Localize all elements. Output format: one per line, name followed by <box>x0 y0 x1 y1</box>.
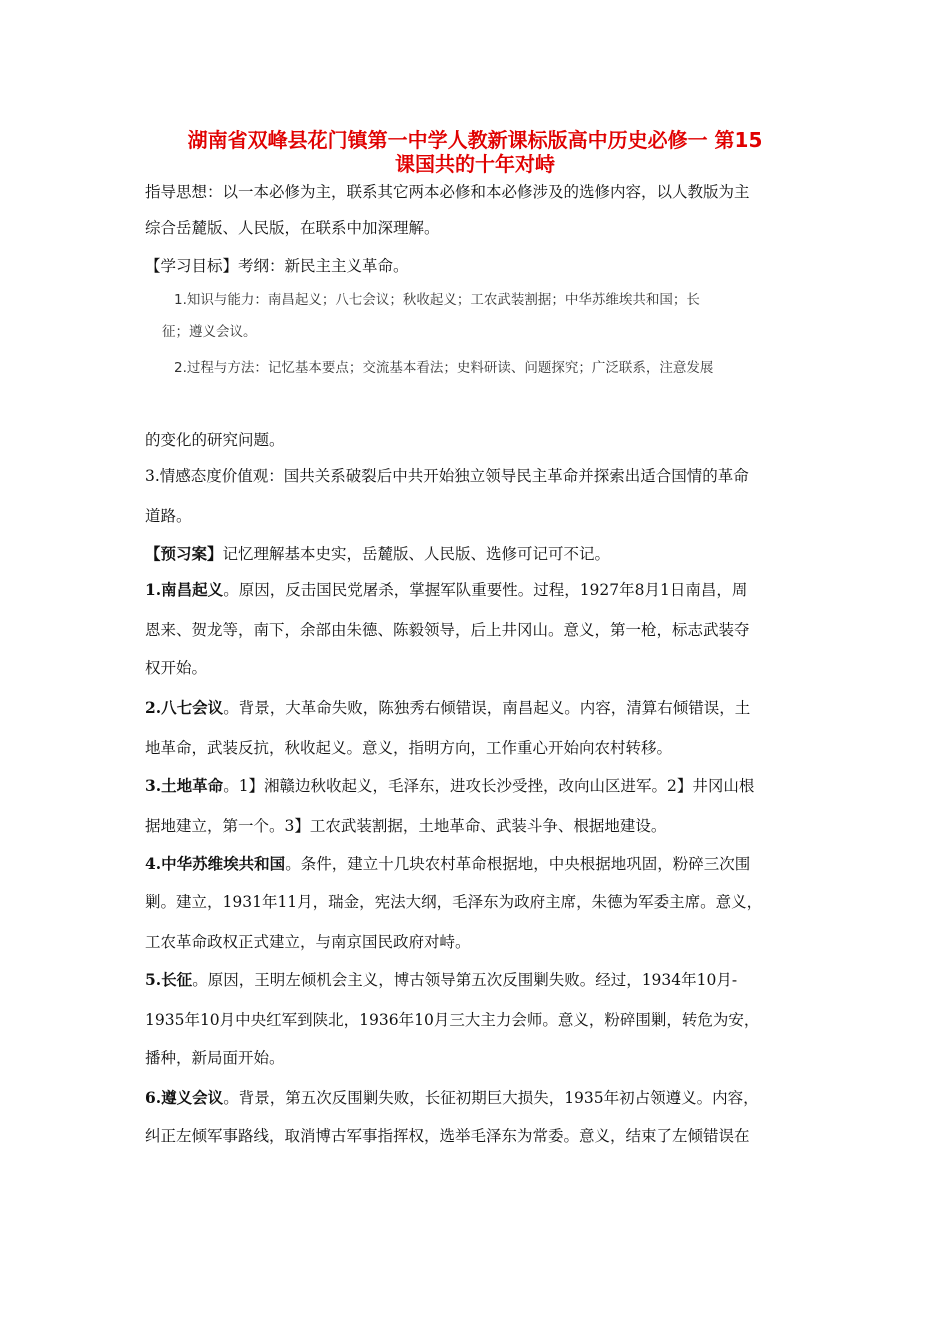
item-6-title: 6.遵义会议 <box>145 1088 224 1107</box>
goal-1-line-2: 征；遵义会议。 <box>162 324 257 340</box>
item-1-line-1 <box>145 580 747 600</box>
preview-label: 【预习案】 <box>145 544 223 563</box>
item-6-line-2: 纠正左倾军事路线，取消博古军事指挥权，选举毛泽东为常委。意义，结束了左倾错误在 <box>145 1127 750 1145</box>
item-3-line-1 <box>145 776 754 796</box>
item-6-text: 。背景，第五次反围剿失败，长征初期巨大损失，1935年初占领遵义。内容， <box>223 1089 759 1107</box>
document-title-line-2: 课国共的十年对峙 <box>395 152 555 176</box>
item-4-line-2: 剿。建立，1931年11月，瑞金，宪法大纲，毛泽东为政府主席，朱德为军委主席。意义， <box>145 893 763 911</box>
preview-text: 记忆理解基本史实，岳麓版、人民版、选修可记可不记。 <box>222 545 611 563</box>
item-3-title: 3.土地革命 <box>145 776 224 795</box>
item-4-text: 。条件，建立十几块农村革命根据地，中央根据地巩固，粉碎三次围 <box>285 855 751 873</box>
item-2-text: 。背景，大革命失败，陈独秀右倾错误，南昌起义。内容，清算右倾错误，土 <box>223 699 751 717</box>
item-1-text: 。原因，反击国民党屠杀，掌握军队重要性。过程，1927年8月1日南昌，周 <box>223 581 748 599</box>
item-5-title: 5.长征 <box>145 970 193 989</box>
item-2-line-2: 地革命，武装反抗，秋收起义。意义，指明方向，工作重心开始向农村转移。 <box>145 739 673 757</box>
goal-2-line-2: 的变化的研究问题。 <box>145 431 285 449</box>
item-5-text: 。原因，王明左倾机会主义，博古领导第五次反围剿失败。经过，1934年10月- <box>192 971 738 989</box>
item-4-title: 4.中华苏维埃共和国 <box>145 854 286 873</box>
item-2-line-1 <box>145 698 750 718</box>
preview-line <box>145 544 610 564</box>
item-4-line-1 <box>145 854 750 874</box>
goal-2-line-1: 2.过程与方法：记忆基本要点；交流基本看法；史料研读、问题探究；广泛联系，注意发展 <box>174 360 714 376</box>
item-1-line-2: 恩来、贺龙等，南下，余部由朱德、陈毅领导，后上井冈山。意义，第一枪，标志武装夺 <box>145 621 750 639</box>
item-3-text: 。1】湘赣边秋收起义，毛泽东，进攻长沙受挫，改向山区进军。2】井冈山根 <box>223 777 755 795</box>
item-3-line-2: 据地建立，第一个。3】工农武装割据，土地革命、武装斗争、根据地建设。 <box>145 817 667 835</box>
item-4-line-3: 工农革命政权正式建立，与南京国民政府对峙。 <box>145 933 471 951</box>
item-6-line-1 <box>145 1088 759 1108</box>
item-2-title: 2.八七会议 <box>145 698 224 717</box>
learning-objective: 【学习目标】考纲：新民主主义革命。 <box>145 257 409 275</box>
item-5-line-2: 1935年10月中央红军到陕北，1936年10月三大主力会师。意义，粉碎围剿，转危为安， <box>145 1011 760 1029</box>
guide-line-1: 指导思想：以一本必修为主，联系其它两本必修和本必修涉及的选修内容，以人教版为主 <box>145 183 750 201</box>
goal-3-line-1: 3.情感态度价值观：国共关系破裂后中共开始独立领导民主革命并探索出适合国情的革命 <box>145 467 749 485</box>
goal-3-line-2: 道路。 <box>145 507 192 525</box>
document-title-line-1: 湖南省双峰县花门镇第一中学人教新课标版高中历史必修一 第15 <box>187 128 763 152</box>
guide-line-2: 综合岳麓版、人民版，在联系中加深理解。 <box>145 219 440 237</box>
item-1-line-3: 权开始。 <box>145 659 208 677</box>
item-5-line-1 <box>145 970 737 990</box>
item-1-title: 1.南昌起义 <box>145 580 224 599</box>
goal-1-line-1: 1.知识与能力：南昌起义；八七会议；秋收起义；工农武装割据；中华苏维埃共和国；长 <box>174 292 700 308</box>
item-5-line-3: 播种，新局面开始。 <box>145 1049 285 1067</box>
